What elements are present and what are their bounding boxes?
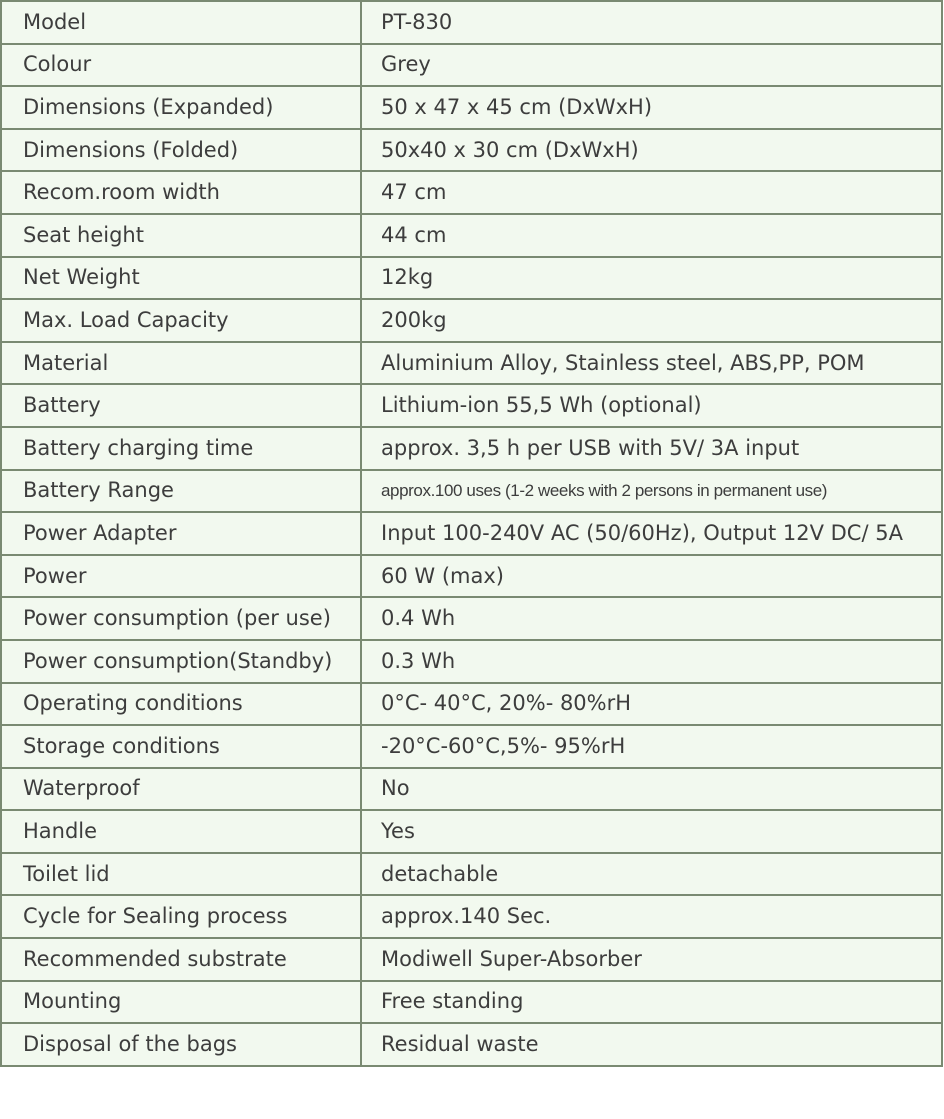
spec-label: Operating conditions <box>1 683 361 726</box>
spec-label: Colour <box>1 44 361 87</box>
spec-label: Mounting <box>1 981 361 1024</box>
spec-row-seat-height <box>1 214 942 257</box>
spec-value: Grey <box>361 44 942 87</box>
spec-table-body <box>1 1 942 1066</box>
spec-row-material <box>1 342 942 385</box>
spec-row-toilet-lid <box>1 853 942 896</box>
spec-label: Seat height <box>1 214 361 257</box>
spec-label: Recom.room width <box>1 171 361 214</box>
spec-row-net-weight <box>1 257 942 300</box>
spec-row-substrate <box>1 938 942 981</box>
spec-row-colour <box>1 44 942 87</box>
spec-row-power <box>1 555 942 598</box>
spec-label: Model <box>1 1 361 44</box>
spec-label: Recommended substrate <box>1 938 361 981</box>
spec-row-handle <box>1 810 942 853</box>
spec-row-bag-disposal <box>1 1023 942 1066</box>
spec-row-charging-time <box>1 427 942 470</box>
spec-row-consumption-standby <box>1 640 942 683</box>
spec-label: Material <box>1 342 361 385</box>
spec-value: 200kg <box>361 299 942 342</box>
spec-value: -20°C-60°C,5%- 95%rH <box>361 725 942 768</box>
spec-row-dimensions-expanded <box>1 86 942 129</box>
spec-label: Dimensions (Expanded) <box>1 86 361 129</box>
spec-value: 47 cm <box>361 171 942 214</box>
spec-value: 50 x 47 x 45 cm (DxWxH) <box>361 86 942 129</box>
spec-value: Aluminium Alloy, Stainless steel, ABS,PP, POM <box>361 342 942 385</box>
spec-value: 0.4 Wh <box>361 597 942 640</box>
spec-row-operating-conditions <box>1 683 942 726</box>
spec-row-storage-conditions <box>1 725 942 768</box>
spec-value: Free standing <box>361 981 942 1024</box>
spec-value: Residual waste <box>361 1023 942 1066</box>
spec-value: approx.100 uses (1-2 weeks with 2 persons in permanent use) <box>361 470 942 513</box>
spec-value: detachable <box>361 853 942 896</box>
spec-label: Battery <box>1 384 361 427</box>
spec-value: 50x40 x 30 cm (DxWxH) <box>361 129 942 172</box>
spec-value: 0.3 Wh <box>361 640 942 683</box>
spec-label: Power <box>1 555 361 598</box>
spec-value: 60 W (max) <box>361 555 942 598</box>
spec-value: 44 cm <box>361 214 942 257</box>
spec-value: Modiwell Super-Absorber <box>361 938 942 981</box>
spec-row-consumption-per-use <box>1 597 942 640</box>
spec-row-sealing-cycle <box>1 895 942 938</box>
spec-row-battery-range <box>1 470 942 513</box>
spec-row-power-adapter <box>1 512 942 555</box>
spec-label: Battery charging time <box>1 427 361 470</box>
spec-label: Storage conditions <box>1 725 361 768</box>
spec-label: Waterproof <box>1 768 361 811</box>
spec-label: Battery Range <box>1 470 361 513</box>
spec-value: PT-830 <box>361 1 942 44</box>
spec-label: Cycle for Sealing process <box>1 895 361 938</box>
spec-label: Net Weight <box>1 257 361 300</box>
spec-label: Disposal of the bags <box>1 1023 361 1066</box>
spec-value: Lithium-ion 55,5 Wh (optional) <box>361 384 942 427</box>
spec-value: Input 100-240V AC (50/60Hz), Output 12V DC/ 5A <box>361 512 942 555</box>
spec-row-battery <box>1 384 942 427</box>
spec-label: Toilet lid <box>1 853 361 896</box>
spec-label: Power consumption (per use) <box>1 597 361 640</box>
spec-row-max-load <box>1 299 942 342</box>
spec-row-room-width <box>1 171 942 214</box>
spec-value: No <box>361 768 942 811</box>
spec-label: Dimensions (Folded) <box>1 129 361 172</box>
spec-label: Max. Load Capacity <box>1 299 361 342</box>
spec-value: Yes <box>361 810 942 853</box>
spec-row-model <box>1 1 942 44</box>
spec-label: Handle <box>1 810 361 853</box>
spec-label: Power Adapter <box>1 512 361 555</box>
spec-label: Power consumption(Standby) <box>1 640 361 683</box>
spec-value: 12kg <box>361 257 942 300</box>
spec-row-mounting <box>1 981 942 1024</box>
spec-row-dimensions-folded <box>1 129 942 172</box>
spec-value: approx. 3,5 h per USB with 5V/ 3A input <box>361 427 942 470</box>
spec-row-waterproof <box>1 768 942 811</box>
spec-value: approx.140 Sec. <box>361 895 942 938</box>
spec-value: 0°C- 40°C, 20%- 80%rH <box>361 683 942 726</box>
